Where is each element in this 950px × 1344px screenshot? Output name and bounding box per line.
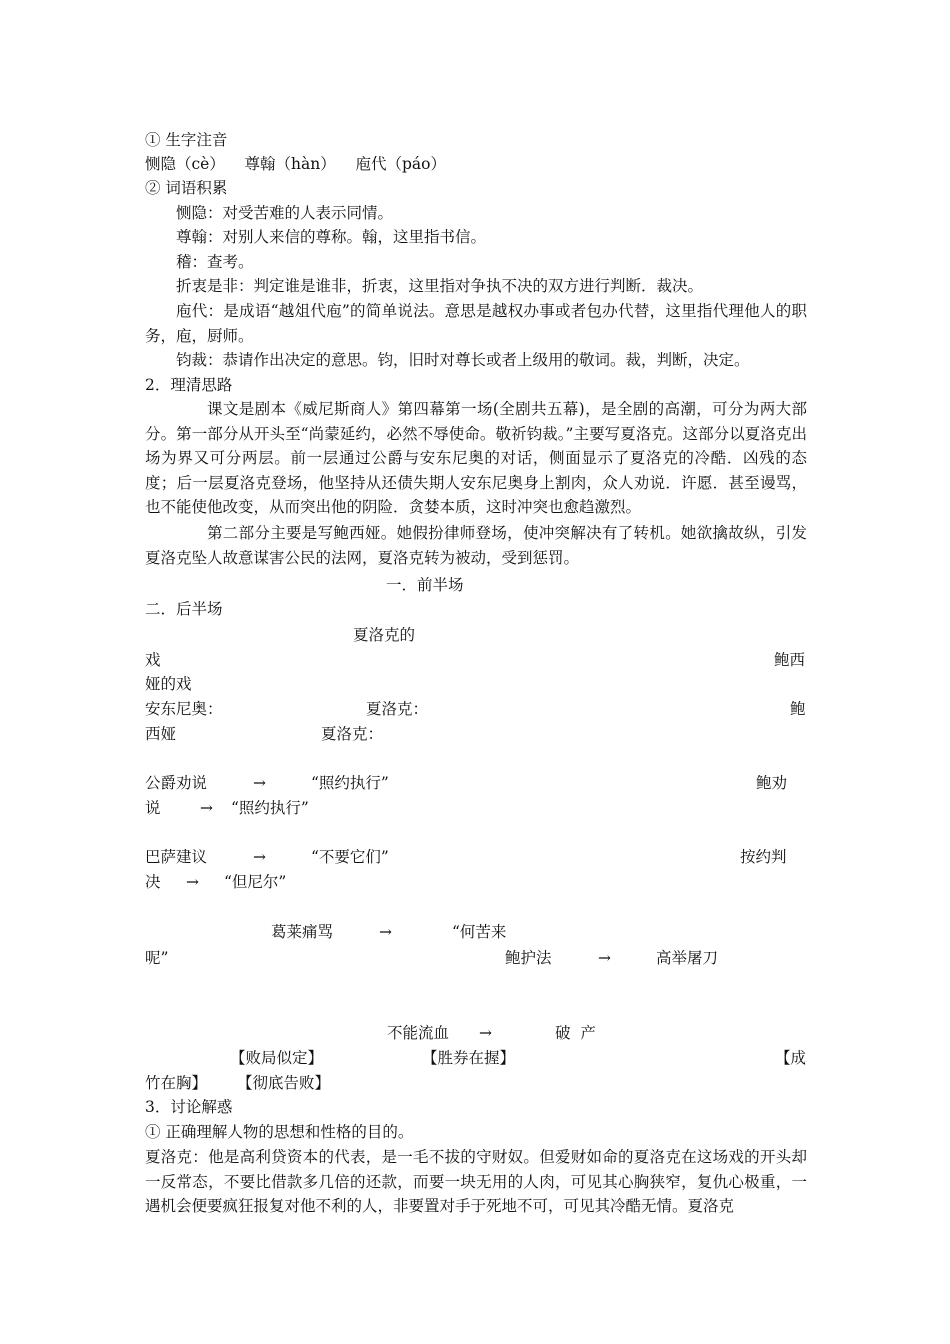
arrow-icon: → [479, 1024, 492, 1042]
arrow-icon: → [379, 923, 392, 941]
vocab-heading: ② 词语积累 [145, 179, 228, 197]
shylock-play-label: 戏 [145, 651, 161, 669]
outline-cell: 呢” [145, 949, 169, 967]
antonio-label: 安东尼奥： [145, 700, 223, 718]
outline-cell: “照约执行” [311, 774, 389, 792]
section-heading-3: 3．讨论解惑 [145, 1098, 233, 1116]
outline-cell: 破 产 [555, 1024, 596, 1042]
outline-cell: 说 [145, 799, 161, 817]
verdict-label: 【成 [775, 1049, 807, 1067]
pinyin-line: 恻隐（cè） 尊翰（hàn） 庖代（páo） [145, 155, 446, 173]
vocab-def: 恻隐：对受苦难的人表示同情。 [176, 204, 394, 222]
outline-cell: “何苦来 [452, 923, 507, 941]
shylock-label: 夏洛克： [321, 725, 384, 743]
outline-cell: “但尼尔” [224, 873, 287, 891]
paragraph: 第二部分主要是写鲍西娅。她假扮律师登场，使冲突解决有了转机。她欲擒故纵，引发夏洛克坠人故意谋害公民的法网，夏洛克转为被动，受到惩罚。 [145, 524, 807, 567]
verdict-label: 竹在胸】 [145, 1074, 208, 1092]
outline-cell: 高举屠刀 [656, 949, 719, 967]
shylock-label: 夏洛克： [366, 700, 429, 718]
portia-play-label: 鲍西 [774, 651, 806, 669]
outline-cell: 不能流血 [387, 1024, 450, 1042]
portia-label: 西娅 [145, 725, 177, 743]
outline-cell: 巴萨建议 [145, 848, 208, 866]
arrow-icon: → [598, 949, 611, 967]
arrow-icon: → [253, 848, 266, 866]
outline-cell: 决 [145, 873, 161, 891]
outline-first-half: 一．前半场 [386, 576, 464, 594]
subheading: ① 正确理解人物的思想和性格的目的。 [145, 1123, 414, 1141]
arrow-icon: → [186, 873, 199, 891]
vocab-def: 钧裁：恭请作出决定的意思。钧，旧时对尊长或者上级用的敬词。裁，判断，决定。 [176, 351, 750, 369]
paragraph: 夏洛克：他是高利贷资本的代表，是一毛不拔的守财奴。但爱财如命的夏洛克在这场戏的开头却一反常态，不要比借款多几倍的还款，而要一块无用的人肉，可见其心胸狭窄，复仇心极重，一遇机会便要疯狂报复对他不利的人，非要置对手于死地不可，可见其冷酷无情。夏洛克 [145, 1148, 807, 1215]
vocab-def: 庖代：是成语“越俎代庖”的简单说法。意思是越权办事或者包办代替，这里指代理他人的职务，庖，厨师。 [145, 302, 807, 345]
verdict-label: 【败局似定】 [230, 1049, 324, 1067]
vocab-def: 稽：查考。 [176, 253, 254, 271]
portia-play-label: 娅的戏 [145, 675, 192, 693]
outline-cell: 鲍护法 [505, 949, 552, 967]
outline-cell: 葛莱痛骂 [271, 923, 334, 941]
outline-cell: “照约执行” [231, 799, 309, 817]
section-heading-2: 2．理清思路 [145, 376, 233, 394]
vocab-def: 尊翰：对别人来信的尊称。翰，这里指书信。 [176, 228, 487, 246]
outline-cell: 公爵劝说 [145, 774, 208, 792]
pinyin-heading: ① 生字注音 [145, 131, 228, 149]
arrow-icon: → [253, 774, 266, 792]
arrow-icon: → [200, 799, 213, 817]
verdict-label: 【彻底告败】 [237, 1074, 331, 1092]
paragraph: 课文是剧本《威尼斯商人》第四幕第一场(全剧共五幕)，是全剧的高潮，可分为两大部分。第一部分从开头至“尚蒙延约，必然不辱使命。敬祈钧裁。”主要写夏洛克。这部分以夏洛克出场为界又可分两层。前一层通过公爵与安东尼奥的对话，侧面显示了夏洛克的冷酷．凶残的态度；后一层夏洛克登场，他坚持从还债失期人安东尼奥身上割肉，众人劝说．许愿．甚至谩骂，也不能使他改变，从而突出他的阴险．贪婪本质，这时冲突也愈趋激烈。 [145, 400, 807, 516]
outline-cell: “不要它们” [311, 848, 389, 866]
portia-label: 鲍 [790, 700, 806, 718]
outline-cell: 鲍劝 [756, 774, 788, 792]
shylock-play-label: 夏洛克的 [353, 626, 416, 644]
outline-cell: 按约判 [740, 848, 787, 866]
outline-second-half: 二．后半场 [145, 600, 223, 618]
vocab-def: 折衷是非：判定谁是谁非，折衷，这里指对争执不决的双方进行判断．裁决。 [176, 277, 704, 295]
verdict-label: 【胜券在握】 [422, 1049, 516, 1067]
